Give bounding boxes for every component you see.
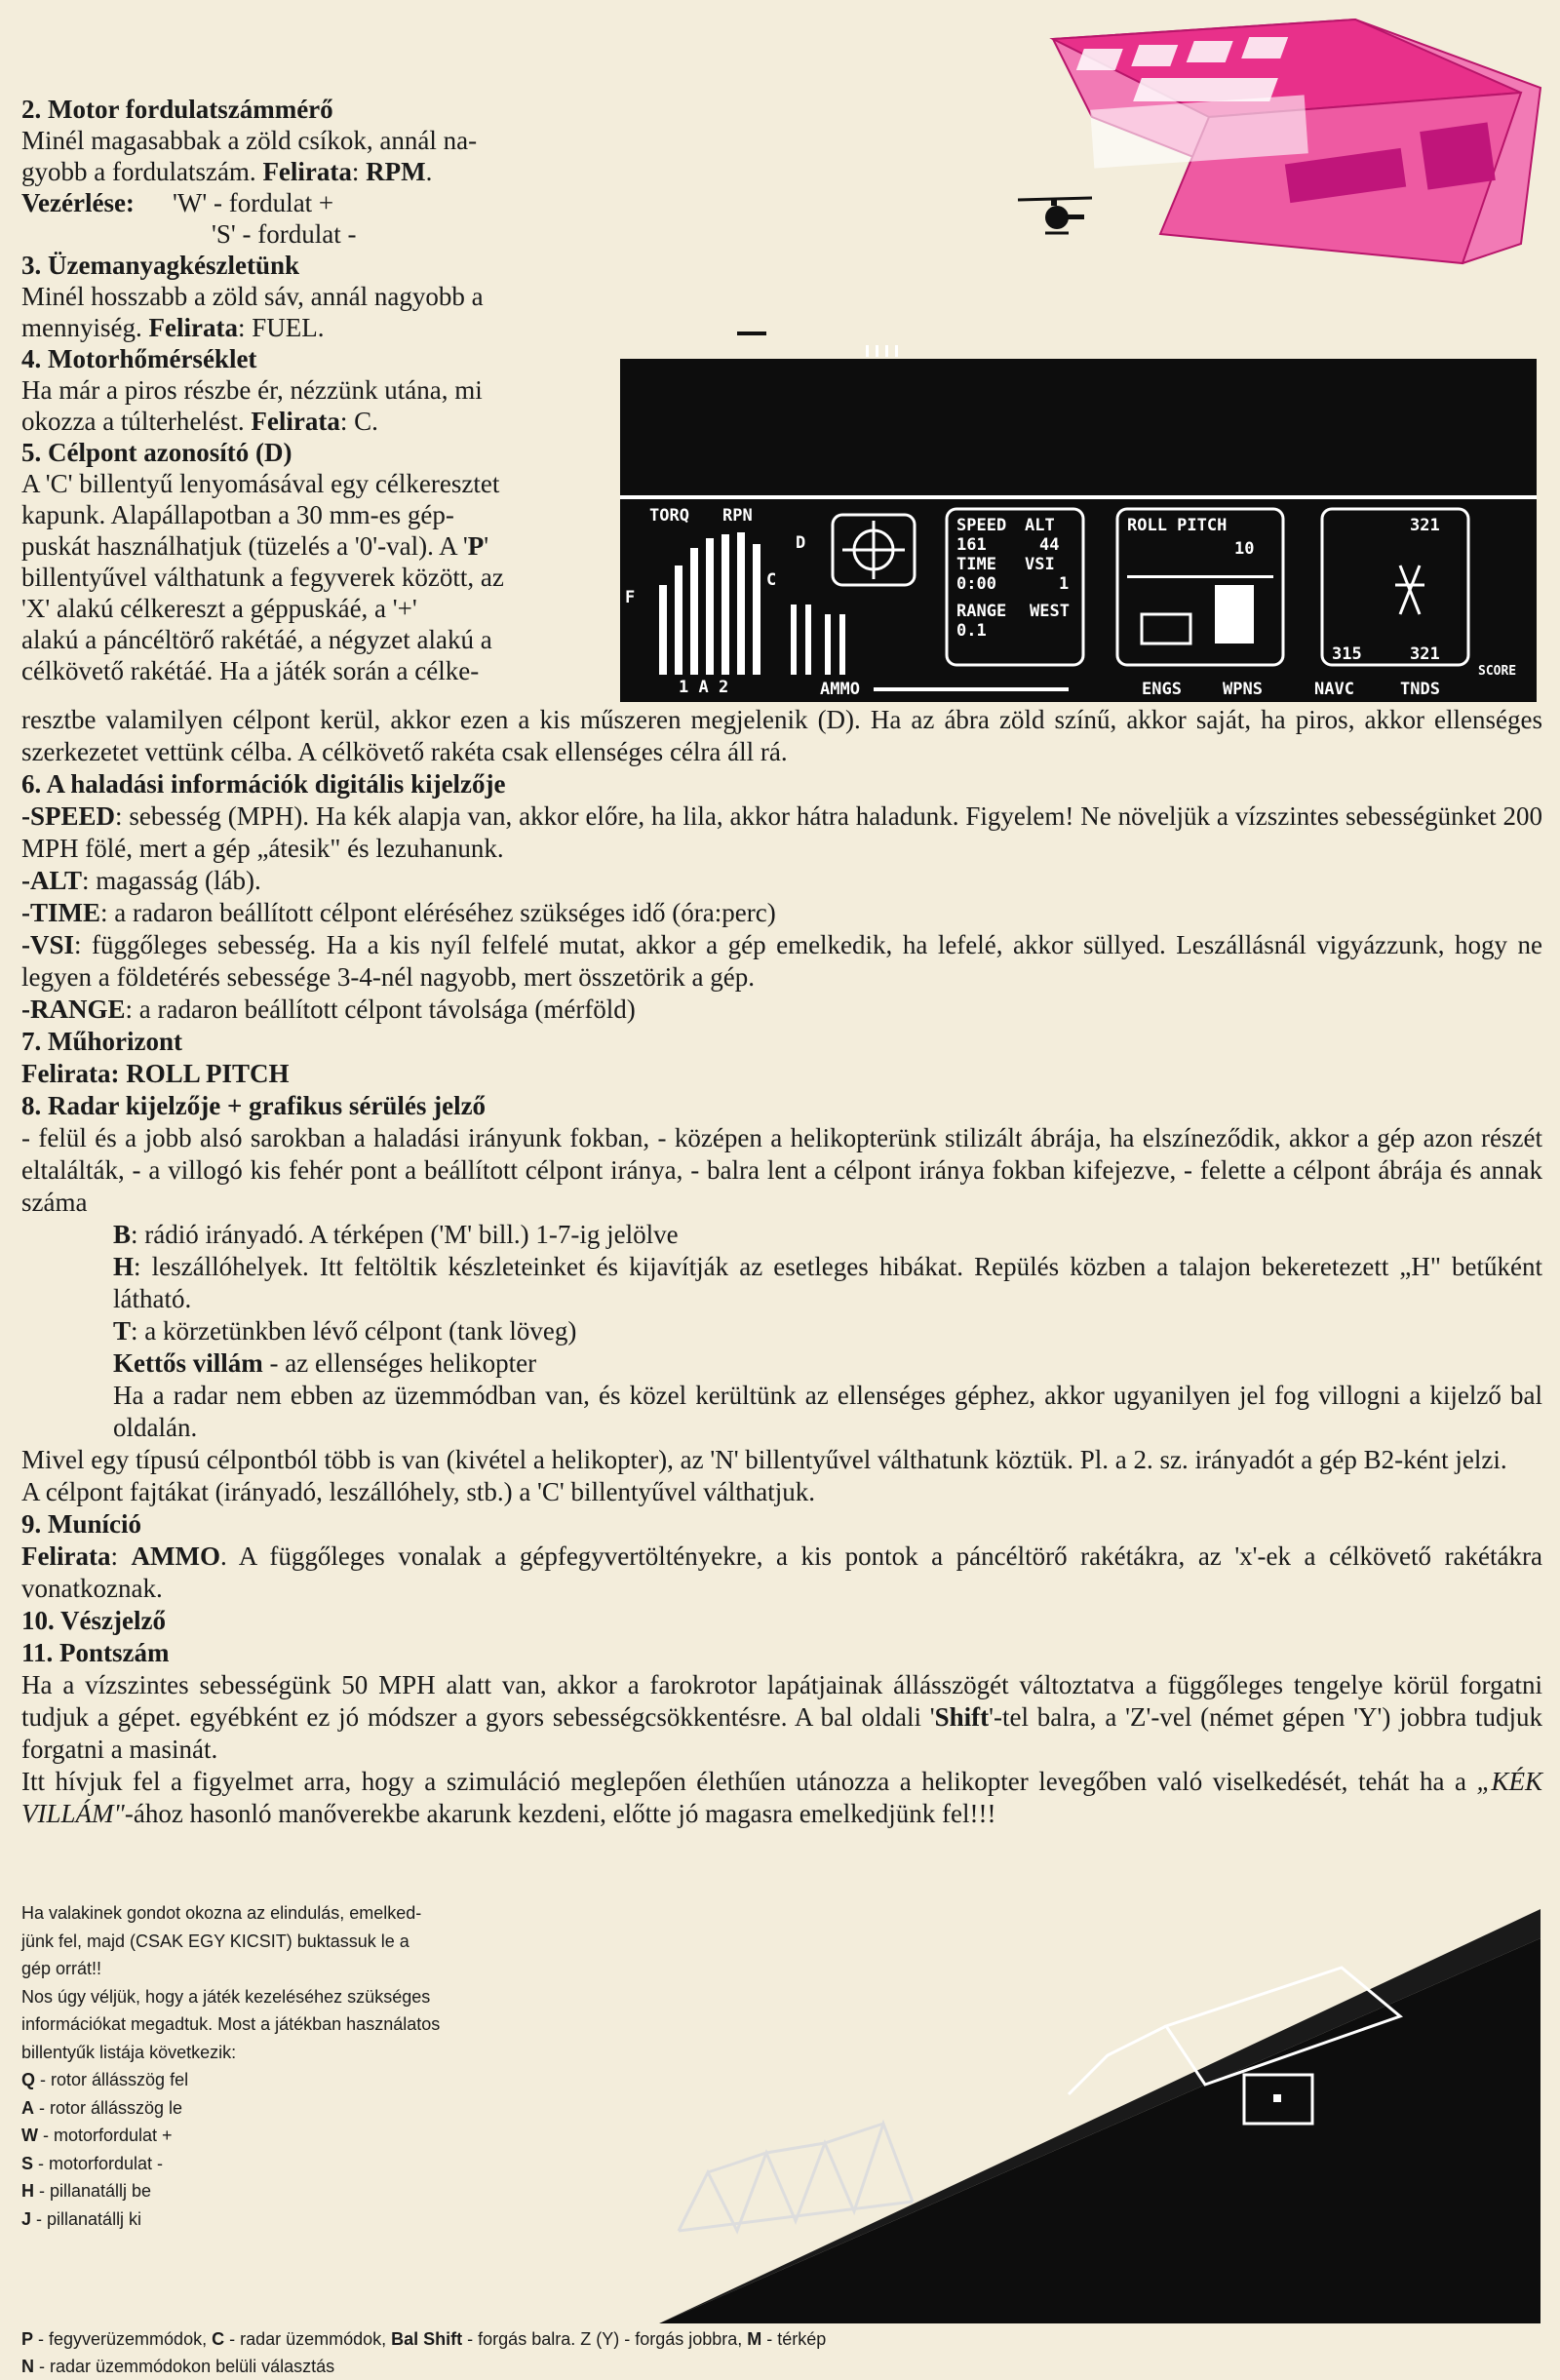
svg-text:0.1: 0.1 bbox=[956, 621, 987, 641]
svg-text:TNDS: TNDS bbox=[1400, 680, 1440, 699]
svg-text:SCORE: SCORE bbox=[1478, 664, 1517, 679]
key-item: H - pillanatállj be bbox=[21, 2181, 152, 2201]
hud-d-marker: D bbox=[796, 533, 806, 553]
key-item: J - pillanatállj ki bbox=[21, 2208, 142, 2229]
svg-text:321: 321 bbox=[1410, 516, 1440, 535]
svg-text:WEST: WEST bbox=[1030, 602, 1070, 621]
key-list-long: P - fegyverüzemmódok, C - radar üzemmódok, Bal Shift - forgás balra. Z (Y) - forgás jobbra, M - térkép N - radar üzemmódokon belüli választás bbox=[21, 2329, 827, 2376]
heading-target: 5. Célpont azonosító (D) bbox=[21, 438, 292, 467]
hud-ammo: AMMO bbox=[820, 680, 860, 699]
svg-text:RANGE: RANGE bbox=[956, 602, 1007, 621]
key-item: S - motorfordulat - bbox=[21, 2153, 164, 2173]
svg-text:0:00: 0:00 bbox=[956, 574, 996, 594]
svg-text:TIME: TIME bbox=[956, 555, 996, 574]
svg-text:321: 321 bbox=[1410, 644, 1440, 664]
svg-text:ALT: ALT bbox=[1025, 516, 1055, 535]
svg-text:315: 315 bbox=[1332, 644, 1362, 664]
svg-text:NAVC: NAVC bbox=[1314, 680, 1354, 699]
key-item: Q - rotor állásszög fel bbox=[21, 2070, 189, 2089]
helicopter-icon bbox=[1016, 190, 1094, 239]
key-item: A - rotor állásszög le bbox=[21, 2097, 183, 2118]
hud-fuel-marker: F bbox=[625, 588, 636, 607]
small-notes: Ha valakinek gondot okozna az elindulás, emelked- jünk fel, majd (CSAK EGY KICSIT) buktassuk le a gép orrát!! Nos úgy véljük, hogy a játék kezeléséhez szükséges információkat megadtuk. Most a játékban használatos billentyűk listája következik: Q - rotor állásszög fel A - rotor állásszög le W - motorfordulat + S - motorfordulat - H - pillanatállj be J - pillanatállj ki bbox=[21, 1899, 616, 2233]
key-item: W - motorfordulat + bbox=[21, 2126, 173, 2145]
flight-scene bbox=[659, 1909, 1540, 2323]
heading-fuel: 3. Üzemanyagkészletünk bbox=[21, 251, 299, 280]
game-screenshot bbox=[620, 293, 1537, 702]
svg-text:ROLL PITCH: ROLL PITCH bbox=[1127, 516, 1228, 535]
svg-text:44: 44 bbox=[1039, 535, 1060, 555]
hud-temp-marker: C bbox=[766, 570, 777, 590]
svg-text:1: 1 bbox=[1059, 574, 1070, 594]
hud-torq: TORQ bbox=[649, 506, 689, 526]
left-column: 2. Motor fordulatszámmérő Minél magasabbak a zöld csíkok, annál na- gyobb a fordulatszám. Felirata: RPM. Vezérlése: 'W' - fordulat + 'S' - fordulat - 3. Üzemanyagkészletünk Minél hosszabb a zöld sáv, annál nagyobb a mennyiség. Felirata: FUEL. 4. Motorhőmérséklet Ha már a piros részbe ér, nézzünk utána, mi okozza a túlterhelést. Felirata: C. 5. Célpont azonosító (D) A 'C' billentyű lenyomásával egy célkeresztet kapunk. Alapállapotban a 30 mm-es gép- puskát használhatjuk (tüzelés a '0'-val). A 'P' billentyűvel válthatunk a fegyverek között, az 'X' alakú célkereszt a géppuskáé, a '+' alakú a páncéltörő rakétáé, a négyzet alakú a célkövető rakétáé. Ha a játék során a célke- bbox=[21, 94, 606, 686]
svg-text:SPEED: SPEED bbox=[956, 516, 1007, 535]
hud-rpn: RPN bbox=[722, 506, 753, 526]
svg-text:VSI: VSI bbox=[1025, 555, 1055, 574]
keyboard-illustration bbox=[1034, 0, 1560, 268]
svg-text:ENGS: ENGS bbox=[1142, 680, 1182, 699]
full-text: resztbe valamilyen célpont kerül, akkor ezen a kis műszeren megjelenik (D). Ha az ábra zöld színű, akkor saját, ha piros, akkor ellenséges szerkezetet vettünk célba. A célkövető rakéta csak ellenséges célra áll rá. 6. A haladási információk digitális kijelzője -SPEED: sebesség (MPH). Ha kék alapja van, akkor előre, ha lila, akkor hátra haladunk. Figyelem! Ne növeljük a vízszintes sebességünket 200 MPH fölé, mert a gép „átesik" és lezuhanunk. -ALT: magasság (láb). -TIME: a radaron beállított célpont eléréséhez szükséges idő (óra:perc) -VSI: függőleges sebesség. Ha a kis nyíl felfelé mutat, akkor a gép emelkedik, ha lefelé, akkor süllyed. Leszállásnál vigyázzunk, hogy ne legyen a földetérés sebessége 3-4-nél nagyobb, mert összetörik a gép. -RANGE: a radaron beállított célpont távolsága (mérföld) 7. Műhorizont Felirata: ROLL PITCH 8. Radar kijelzője + grafikus sérülés jelző - felül és a jobb alsó sarokban a haladási irányunk fokban, - középen a helikopterünk stilizált ábrája, ha elszíneződik, akkor a gép azon részét eltalálták, - a villogó kis fehér pont a beállított célpont iránya, - balra lent a célpont iránya fokban kifejezve, - felette a célpont ábrája és annak száma B: rádió irányadó. A térképen ('M' bill.) 1-7-ig jelölve H: leszállóhelyek. Itt feltöltik készleteinket és kijavítják az esetleges hibákat. Repülés közben a talajon bekeretezett „H" betűként látható. T: a körzetünkben lévő célpont (tank löveg) Kettős villám - az ellenséges helikopter Ha a radar nem ebben az üzemmódban van, és közel kerültünk az ellenséges géphez, akkor ugyanilyen jel fog villogni a kijelző bal oldalán. Mivel egy típusú célpontból több is van (kivétel a helikopter), az 'N' billentyűvel válthatunk köztük. Pl. a 2. sz. irányadót a gép B2-ként jelzi. A célpont fajtákat (irányadó, leszállóhely, stb.) a 'C' billentyűvel válthatjuk. 9. Muníció Felirata: AMMO. A függőleges vonalak a gépfegyvertöltényekre, a kis pontok a páncéltörő rakétákra, az 'x'-ek a célkövető rakétákra vonatkoznak. 10. Vészjelző 11. Pontszám Ha a vízszintes sebességünk 50 MPH alatt van, akkor a farokrotor lapátjainak állásszögét változtatva a függőleges tengelye körül forgatni tudjuk a gépet. egyébként ez jó módszer a gyors sebességcsökkentésre. A bal oldali 'Shift'-tel balra, a 'Z'-vel (német gépen 'Y') jobbra tudjuk forgatni a masinát. Itt hívjuk fel a figyelmet arra, hogy a szimuláció meglepően élethűen utánozza a helikopter levegőben való viselkedését, tehát ha a „KÉK VILLÁM"-ához hasonló manőverekbe akarunk kezdeni, előtte jó magasra emelkedjünk fel!!! bbox=[21, 705, 1542, 1828]
heading-rpm: 2. Motor fordulatszámmérő bbox=[21, 95, 333, 124]
hud-ammo-sub: 1 A 2 bbox=[679, 678, 729, 697]
svg-text:10: 10 bbox=[1234, 539, 1255, 559]
svg-text:161: 161 bbox=[956, 535, 987, 555]
heading-temp: 4. Motorhőmérséklet bbox=[21, 344, 257, 373]
svg-text:WPNS: WPNS bbox=[1223, 680, 1263, 699]
